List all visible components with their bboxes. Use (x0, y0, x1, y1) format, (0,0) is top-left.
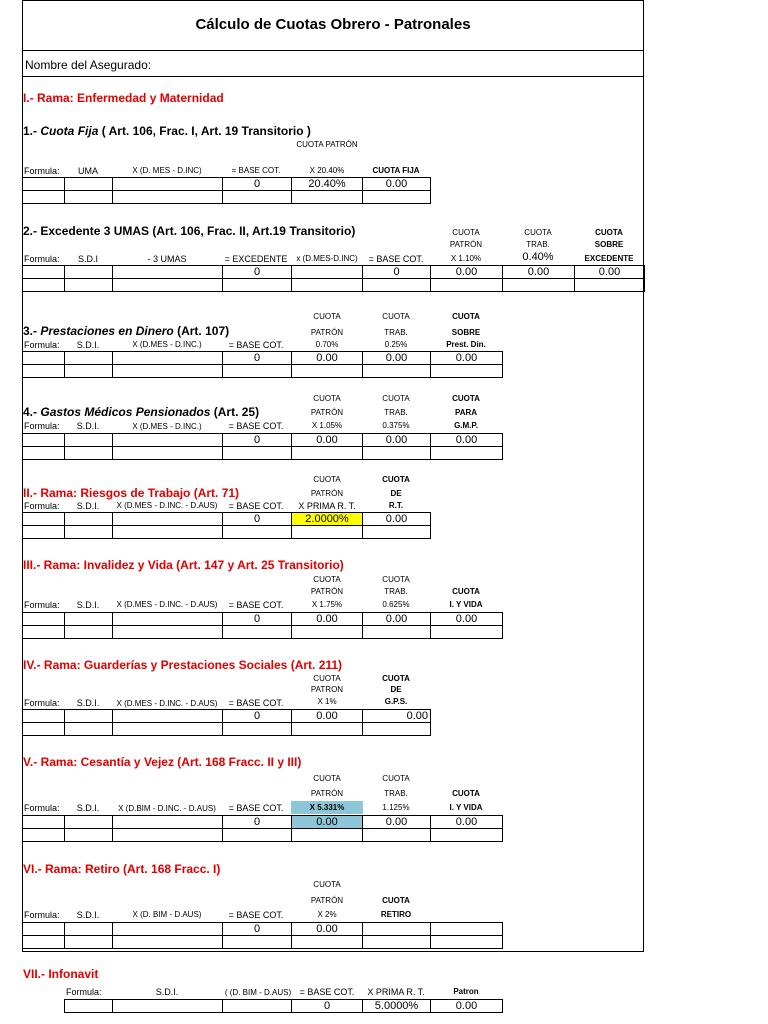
rate-p-label: X 1.05% (311, 421, 343, 430)
cell[interactable] (363, 191, 431, 204)
base-value[interactable]: 0 (292, 1000, 363, 1013)
cell[interactable] (23, 829, 65, 842)
rama-6-table (22, 922, 503, 949)
cell[interactable] (223, 829, 292, 842)
rate-t-label: 0.625% (382, 600, 410, 609)
formula-label: Formula: (24, 340, 60, 350)
base-label: = BASE COT. (231, 166, 281, 175)
formula-label: Formula: (24, 698, 60, 708)
cuota-label: CUOTA (313, 774, 341, 783)
patron-value[interactable]: 0.00 (292, 923, 363, 936)
cell[interactable] (292, 447, 363, 460)
cuota-label: CUOTA (452, 587, 480, 596)
rama-4-table (22, 709, 431, 736)
cuota-label: CUOTA (313, 880, 341, 889)
cell[interactable] (113, 447, 223, 460)
rt-label: R.T. (388, 501, 404, 510)
cell[interactable] (431, 279, 503, 292)
cell[interactable] (65, 816, 113, 829)
trab-label: TRAB. (384, 587, 408, 596)
cell[interactable] (113, 923, 223, 936)
sdi-label: S.D.I. (76, 501, 100, 511)
cuota-label: CUOTA (313, 394, 341, 403)
rate-p-label: X 1.10% (450, 254, 482, 263)
cell[interactable] (431, 936, 503, 949)
rama-5-title: V.- Rama: Cesantía y Vejez (Art. 168 Fracc. II y III) (23, 755, 302, 769)
section-2-title: 2.- Excedente 3 UMAS (Art. 106, Frac. II, Art.19 Transitorio) (23, 224, 356, 238)
base-label: = BASE COT. (228, 600, 284, 610)
cuota-label: CUOTA (452, 394, 480, 403)
base-value[interactable]: 0 (223, 434, 292, 447)
rama-3-table (22, 612, 503, 639)
patron-label: PATRON (310, 685, 344, 694)
cuota-label: CUOTA (313, 575, 341, 584)
rate-p-label: X 1% (317, 697, 337, 706)
rate-p-label: 0.70% (315, 340, 339, 349)
cell[interactable] (223, 447, 292, 460)
dias-label: x (D.MES-D.INC) (296, 254, 358, 263)
cell[interactable] (113, 829, 223, 842)
cell[interactable] (65, 191, 113, 204)
sdi-label: S.D.I. (76, 421, 100, 431)
formula-label: Formula: (66, 987, 102, 997)
cell[interactable] (431, 365, 503, 378)
patron-value[interactable]: 0.00 (292, 613, 363, 626)
cell[interactable] (65, 352, 113, 365)
formula-label: Formula: (24, 803, 60, 813)
cell[interactable] (113, 710, 223, 723)
umas-label: - 3 UMAS (147, 254, 187, 264)
uma-label: UMA (78, 166, 98, 176)
cell[interactable] (363, 365, 431, 378)
cell[interactable] (113, 266, 223, 279)
section-ref: (Art. 107) (177, 324, 230, 338)
cell[interactable] (113, 279, 223, 292)
cell[interactable] (23, 178, 65, 191)
cuota-value[interactable]: 0.00 (363, 178, 431, 191)
cuota-label: CUOTA (382, 312, 410, 321)
cuota-label: CUOTA (452, 228, 480, 237)
trab-label: TRAB. (384, 328, 408, 337)
cell[interactable] (431, 923, 503, 936)
cuota-label: CUOTA (595, 228, 623, 237)
cell[interactable] (431, 829, 503, 842)
cell[interactable] (363, 447, 431, 460)
prima-label: X PRIMA R. T. (367, 987, 425, 997)
cell[interactable] (23, 191, 65, 204)
cell[interactable] (113, 365, 223, 378)
rate-p-label: X 5.331% (291, 801, 363, 814)
patron-label: Patron (453, 987, 479, 996)
cell[interactable] (292, 266, 363, 279)
cell[interactable] (65, 723, 113, 736)
formula-label: Formula: (24, 254, 60, 264)
rama-7-table (64, 999, 503, 1013)
cell[interactable] (363, 923, 431, 936)
cell[interactable] (292, 829, 363, 842)
cell[interactable] (363, 526, 431, 539)
cell[interactable] (113, 178, 223, 191)
excedente-col-label: EXCEDENTE (584, 254, 634, 263)
sdi-label: S.D.I. (155, 987, 179, 997)
cell[interactable] (363, 829, 431, 842)
cell[interactable] (113, 352, 223, 365)
cuota-label: CUOTA (382, 475, 410, 484)
cell[interactable] (65, 626, 113, 639)
cell[interactable] (23, 710, 65, 723)
cell[interactable] (113, 613, 223, 626)
cell[interactable] (292, 526, 363, 539)
cell[interactable] (223, 279, 292, 292)
base-value[interactable]: 0 (223, 923, 292, 936)
cuota-label: CUOTA (382, 774, 410, 783)
cell[interactable] (23, 266, 65, 279)
section-num: 4.- (23, 405, 38, 419)
rama-1-title: I.- Rama: Enfermedad y Maternidad (23, 91, 224, 105)
rama-3-title: III.- Rama: Invalidez y Vida (Art. 147 y Art. 25 Transitorio) (23, 558, 344, 572)
rate-value[interactable]: 20.40% (292, 178, 363, 191)
prima-value[interactable]: 2.0000% (292, 513, 363, 526)
dias-label: X (D. BIM - D.AUS) (132, 910, 202, 919)
gmp-label: G.M.P. (454, 421, 478, 430)
gps-label: G.P.S. (384, 697, 408, 706)
cell[interactable] (23, 526, 65, 539)
trab-value[interactable]: 0.00 (363, 352, 431, 365)
cell[interactable] (292, 279, 363, 292)
sdi-label: S.D.I. (76, 340, 100, 350)
patron-value[interactable]: 0.00 (292, 352, 363, 365)
cell[interactable] (65, 829, 113, 842)
cell[interactable] (65, 526, 113, 539)
base-label: = BASE COT. (228, 803, 284, 813)
formula-label: Formula: (24, 501, 60, 511)
cell[interactable] (113, 1000, 223, 1013)
cuota-value[interactable]: 0.00 (431, 1000, 503, 1013)
formula-label: Formula: (24, 166, 60, 176)
cell[interactable] (65, 613, 113, 626)
base-label: = BASE COT. (299, 987, 355, 997)
patron-label: PATRÓN (310, 896, 344, 905)
trab-label: TRAB. (384, 789, 408, 798)
cuota-value[interactable]: 0.00 (431, 352, 503, 365)
cuota-label: CUOTA (382, 394, 410, 403)
trab-value[interactable]: 0.00 (503, 266, 575, 279)
patron-value[interactable]: 0.00 (292, 710, 363, 723)
cell[interactable] (223, 526, 292, 539)
cell[interactable] (23, 513, 65, 526)
cuota-label: CUOTA (382, 896, 410, 905)
section-4-title (23, 405, 259, 419)
cell[interactable] (23, 279, 65, 292)
cell[interactable] (65, 365, 113, 378)
patron-label: PATRÓN (310, 489, 344, 498)
cell[interactable] (503, 279, 575, 292)
sdi-label: S.D.I. (76, 698, 100, 708)
cell[interactable] (65, 923, 113, 936)
cell[interactable] (65, 434, 113, 447)
cuota-value[interactable]: 0.00 (431, 613, 503, 626)
patron-value[interactable]: 0.00 (431, 266, 503, 279)
cuota-label: CUOTA (313, 475, 341, 484)
sobre-label: SOBRE (451, 328, 481, 337)
rama-7-title: VII.- Infonavit (23, 967, 99, 981)
trab-label: TRAB. (526, 240, 550, 249)
rama-6-title: VI.- Rama: Retiro (Art. 168 Fracc. I) (23, 862, 221, 876)
sdi-label: S.D.I. (76, 910, 100, 920)
formula-label: Formula: (24, 421, 60, 431)
dias-label: X (D.MES - D.INC.) (132, 340, 202, 349)
iv-label: I. Y VIDA (449, 803, 483, 812)
cuota-fija-label: CUOTA FIJA (372, 166, 420, 175)
iv-label: I. Y VIDA (449, 600, 483, 609)
section-1-table (22, 177, 431, 204)
cell[interactable] (223, 365, 292, 378)
section-2-table (22, 265, 645, 292)
base-value[interactable]: 0 (223, 178, 292, 191)
base-label: = BASE COT. (228, 340, 284, 350)
cell[interactable] (292, 626, 363, 639)
trab-value[interactable]: 0.00 (363, 816, 431, 829)
cell[interactable] (363, 626, 431, 639)
cell[interactable] (23, 723, 65, 736)
cuota-value[interactable]: 0.00 (363, 710, 431, 723)
section-ref: ( Art. 106, Frac. I, Art. 19 Transitorio ) (101, 124, 311, 138)
patron-label: PATRÓN (310, 328, 344, 337)
rama-5-table (22, 815, 503, 842)
cell[interactable] (113, 723, 223, 736)
cell[interactable] (23, 434, 65, 447)
patron-label: PATRÓN (310, 408, 344, 417)
base-value[interactable]: 0 (223, 513, 292, 526)
cell[interactable] (65, 266, 113, 279)
cell[interactable] (23, 352, 65, 365)
formula-label: Formula: (24, 600, 60, 610)
cell[interactable] (363, 723, 431, 736)
cell[interactable] (431, 447, 503, 460)
cell[interactable] (431, 626, 503, 639)
cell[interactable] (65, 513, 113, 526)
cell[interactable] (223, 723, 292, 736)
excedente-value[interactable]: 0 (223, 266, 292, 279)
nombre-label: Nombre del Asegurado: (25, 58, 152, 72)
dias-label: X (D.MES - D.INC. - D.AUS) (116, 600, 218, 609)
cell[interactable] (113, 626, 223, 639)
cell[interactable] (223, 936, 292, 949)
cell[interactable] (23, 613, 65, 626)
base-value[interactable]: 0 (223, 816, 292, 829)
rate-t-label: 1.125% (382, 803, 410, 812)
patron-value[interactable]: 0.00 (292, 816, 363, 829)
base-label: = BASE COT. (368, 254, 424, 264)
trab-label: TRAB. (384, 408, 408, 417)
section-name: Cuota Fija (40, 124, 99, 138)
cuota-value[interactable]: 0.00 (363, 513, 431, 526)
rate-p-label: X 2% (317, 910, 337, 919)
cell[interactable] (223, 626, 292, 639)
page-title: Cálculo de Cuotas Obrero - Patronales (195, 16, 471, 33)
cell[interactable] (113, 191, 223, 204)
section-1-title (23, 124, 311, 138)
dias-label: ( (D. BIM - D.AUS) (224, 988, 292, 997)
dias-label: X (D.MES - D.INC. - D.AUS) (116, 699, 218, 708)
cuota-label: CUOTA (382, 674, 410, 683)
formula-label: Formula: (24, 910, 60, 920)
cell[interactable] (292, 936, 363, 949)
excedente-label: = EXCEDENTE (224, 254, 288, 264)
prima-value[interactable]: 5.0000% (363, 1000, 431, 1013)
cell[interactable] (23, 365, 65, 378)
sdi-label: S.D.I. (76, 803, 100, 813)
de-label: DE (390, 685, 402, 694)
dias-label: X (D.MES - D.INC. - D.AUS) (116, 501, 218, 510)
sdi-label: S.D.I. (76, 600, 100, 610)
base-label: = BASE COT. (228, 910, 284, 920)
cell[interactable] (65, 710, 113, 723)
cell[interactable] (113, 526, 223, 539)
section-3-title (23, 324, 229, 338)
cell[interactable] (113, 816, 223, 829)
sobre-label: SOBRE (594, 240, 624, 249)
para-label: PARA (454, 408, 478, 417)
cell[interactable] (113, 513, 223, 526)
cell[interactable] (223, 191, 292, 204)
cell[interactable] (23, 626, 65, 639)
cell[interactable] (292, 365, 363, 378)
section-3-table (22, 351, 503, 378)
cell[interactable] (223, 1000, 292, 1013)
base-value[interactable]: 0 (363, 266, 431, 279)
cuota-value[interactable]: 0.00 (431, 434, 503, 447)
cuota-patron-label: CUOTA PATRÓN (296, 140, 358, 149)
base-value[interactable]: 0 (223, 710, 292, 723)
section-4-table (22, 433, 503, 460)
cuota-value[interactable]: 0.00 (431, 816, 503, 829)
cell[interactable] (65, 447, 113, 460)
cell[interactable] (113, 936, 223, 949)
cell[interactable] (65, 178, 113, 191)
section-num: 1.- (23, 124, 38, 138)
cell[interactable] (113, 434, 223, 447)
cell[interactable] (23, 923, 65, 936)
divider (22, 76, 644, 77)
cuota-label: CUOTA (382, 575, 410, 584)
base-value[interactable]: 0 (223, 352, 292, 365)
dias-label: X (D.MES - D.INC.) (132, 422, 202, 431)
rama-2-title: II.- Rama: Riesgos de Trabajo (Art. 71) (23, 486, 240, 500)
base-value[interactable]: 0 (223, 613, 292, 626)
dias-label: X (D. MES - D.INC) (132, 166, 202, 175)
prest-label: Prest. Din. (446, 340, 486, 349)
cell[interactable] (363, 279, 431, 292)
prima-label: X PRIMA R. T. (298, 501, 356, 511)
cell[interactable] (65, 1000, 113, 1013)
cell[interactable] (292, 723, 363, 736)
rate-t-label: 0.375% (382, 421, 410, 430)
cuota-label: CUOTA (313, 674, 341, 683)
cuota-value[interactable]: 0.00 (575, 266, 645, 279)
divider (22, 50, 644, 51)
patron-label: PATRÓN (449, 240, 483, 249)
rate-t-label: 0.40% (522, 251, 554, 263)
dias-label: X (D.BIM - D.INC. - D.AUS) (118, 804, 216, 813)
cell[interactable] (363, 936, 431, 949)
rate-p-label: X 1.75% (311, 600, 343, 609)
retiro-label: RETIRO (380, 910, 412, 919)
cuota-label: CUOTA (452, 789, 480, 798)
base-label: = BASE COT. (228, 698, 284, 708)
cell[interactable] (23, 816, 65, 829)
rate-label: X 20.40% (309, 166, 345, 175)
section-name: Gastos Médicos Pensionados (40, 405, 211, 419)
section-name: Prestaciones en Dinero (40, 324, 174, 338)
rama-2-table (22, 512, 431, 539)
trab-value[interactable]: 0.00 (363, 613, 431, 626)
patron-value[interactable]: 0.00 (292, 434, 363, 447)
patron-label: PATRÓN (310, 789, 344, 798)
sdi-label: S.D.I (77, 254, 98, 264)
base-label: = BASE COT. (228, 501, 284, 511)
cuota-label: CUOTA (524, 228, 552, 237)
cell[interactable] (575, 279, 645, 292)
cell[interactable] (23, 447, 65, 460)
cuota-label: CUOTA (452, 312, 480, 321)
base-label: = BASE COT. (228, 421, 284, 431)
rama-4-title: IV.- Rama: Guarderías y Prestaciones Sociales (Art. 211) (23, 658, 343, 672)
cell[interactable] (65, 279, 113, 292)
rate-t-label: 0.25% (384, 340, 408, 349)
cell[interactable] (65, 936, 113, 949)
section-ref: (Art. 25) (213, 405, 260, 419)
de-label: DE (390, 489, 402, 498)
cuota-label: CUOTA (313, 312, 341, 321)
cell[interactable] (23, 936, 65, 949)
cell[interactable] (292, 191, 363, 204)
patron-label: PATRÓN (310, 587, 344, 596)
trab-value[interactable]: 0.00 (363, 434, 431, 447)
section-num: 3.- (23, 324, 38, 338)
